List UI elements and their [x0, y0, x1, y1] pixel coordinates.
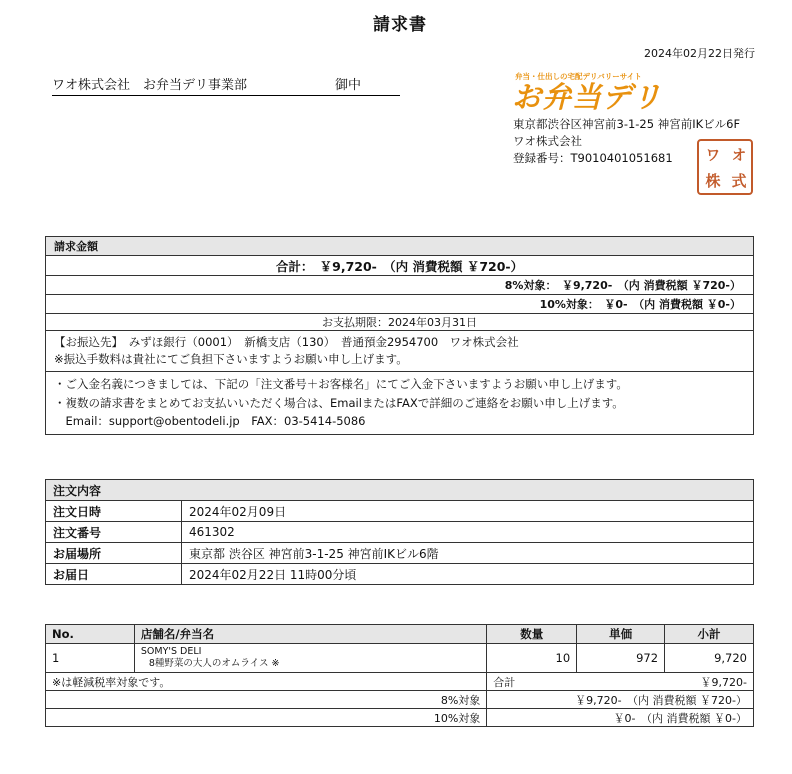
logo-tagline: 弁当・仕出しの宅配デリバリーサイト: [515, 72, 642, 81]
table-row: [46, 501, 754, 522]
order-label: 注文番号: [46, 522, 182, 543]
order-value: 東京都 渋谷区 神宮前3-1-25 神宮前IKビル6階: [182, 543, 754, 564]
item-qty: 10: [487, 644, 577, 673]
sum-value: ￥9,720-: [577, 673, 754, 691]
issue-date: 2024年02月22日発行: [644, 47, 755, 60]
seal-char: ワ: [703, 146, 722, 162]
column-header-qty: 数量: [487, 625, 577, 644]
rate8-value: ￥9,720- （内 消費税額 ￥720-）: [487, 691, 754, 709]
item-name: 8種野菜の大人のオムライス ※: [148, 658, 280, 669]
recipient: [52, 74, 400, 96]
bank-account: 【お振込先】 みずほ銀行（0001） 新橋支店（130） 普通預金2954700 ワオ株式会社: [54, 335, 519, 349]
item-no: 1: [46, 644, 135, 673]
recipient-name: ワオ株式会社 お弁当デリ事業部: [52, 78, 248, 93]
reduced-tax-note: ※は軽減税率対象です。: [46, 673, 487, 691]
logo: お弁当デリ: [512, 80, 663, 114]
recipient-honorific: 御中: [335, 78, 362, 93]
table-row: [46, 564, 754, 585]
seal-char: オ: [729, 146, 748, 162]
seal-char: 式: [729, 172, 748, 188]
column-header-name: 店舗名/弁当名: [134, 625, 486, 644]
table-row: [46, 644, 754, 673]
payment-due: お支払期限：2024年03月31日: [46, 314, 754, 331]
billing-table: [45, 236, 754, 435]
rate10-label: 10%対象: [46, 709, 487, 727]
order-label: お届日: [46, 564, 182, 585]
order-value: 2024年02月09日: [182, 501, 754, 522]
order-table: [45, 479, 754, 585]
column-header-no: No.: [46, 625, 135, 644]
bank-fee-note: ※振込手数料は貴社にてご負担下さいますようお願い申し上げます。: [54, 352, 408, 366]
sender-registration: 登録番号：T9010401051681: [513, 151, 673, 165]
contact-line: Email：support@obentodeli.jp FAX：03-5414-5086: [54, 414, 366, 428]
billing-header: 請求金額: [46, 237, 754, 256]
payment-notes: [46, 372, 754, 435]
company-seal: [697, 139, 753, 195]
column-header-unit: 単価: [577, 625, 665, 644]
order-value: 2024年02月22日 11時00分頃: [182, 564, 754, 585]
order-label: お届場所: [46, 543, 182, 564]
table-row: [46, 543, 754, 564]
order-header: 注文内容: [46, 480, 754, 501]
billing-rate8: 8%対象： ￥9,720- （内 消費税額 ￥720-）: [46, 276, 754, 295]
order-value: 461302: [182, 522, 754, 543]
order-label: 注文日時: [46, 501, 182, 522]
sender-company: ワオ株式会社: [513, 134, 582, 148]
sum-label: 合計: [487, 673, 577, 691]
bank-info: [46, 331, 754, 372]
note-line: ・ご入金名義につきましては、下記の「注文番号＋お客様名」にてご入金下さいますようお願い申し上げます。: [54, 377, 628, 391]
document-title: 請求書: [373, 15, 427, 35]
item-subtotal: 9,720: [665, 644, 754, 673]
rate10-value: ￥0- （内 消費税額 ￥0-）: [487, 709, 754, 727]
rate8-label: 8%対象: [46, 691, 487, 709]
column-header-subtotal: 小計: [665, 625, 754, 644]
item-shop: SOMY'S DELI: [140, 646, 202, 657]
item-unit-price: 972: [577, 644, 665, 673]
note-line: ・複数の請求書をまとめてお支払いいただく場合は、EmailまたはFAXで詳細のご連絡をお願い申し上げます。: [54, 395, 624, 410]
items-table: [45, 624, 754, 727]
seal-char: 株: [703, 172, 722, 188]
table-row: [46, 522, 754, 543]
item-name-cell: [134, 644, 486, 673]
billing-rate10: 10%対象： ￥0- （内 消費税額 ￥0-）: [46, 295, 754, 314]
billing-total: 合計： ￥9,720- （内 消費税額 ￥720-）: [46, 256, 754, 276]
sender-address: 東京都渋谷区神宮前3-1-25 神宮前IKビル6F: [513, 117, 741, 131]
